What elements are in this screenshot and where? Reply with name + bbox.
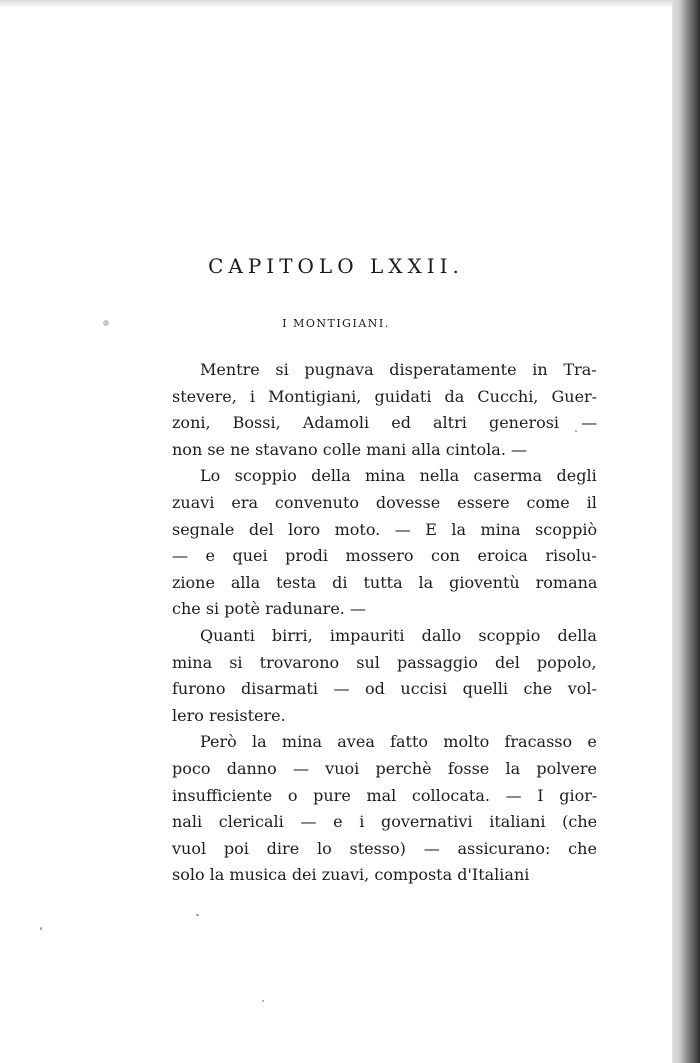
page-edge xyxy=(672,0,700,1063)
text-line: non se ne stavano colle mani alla cintola. — xyxy=(172,439,528,459)
paper-speck xyxy=(40,927,42,930)
text-line: stevere, i Montigiani, guidati da Cucchi, Guer- xyxy=(172,386,598,406)
text-line: solo la musica dei zuavi, composta d'Italiani xyxy=(172,865,530,885)
page-top-shadow xyxy=(0,0,672,8)
text-line: Mentre si pugnava disperatamente in Tra- xyxy=(200,360,597,379)
chapter-title: CAPITOLO LXXII. xyxy=(208,254,464,278)
text-line: segnale del loro moto. — E la mina scoppiò xyxy=(172,519,598,539)
paper-speck xyxy=(196,914,199,916)
text-line: vuol poi dire lo stesso) — assicurano: che xyxy=(172,838,597,858)
text-line: lero resistere. xyxy=(172,705,286,725)
text-line: mina si trovarono sul passaggio del popolo, xyxy=(172,652,597,672)
paper-speck xyxy=(262,1000,264,1002)
section-title: I MONTIGIANI. xyxy=(282,317,390,330)
text-line: poco danno — vuoi perchè fosse la polvere xyxy=(172,758,597,778)
text-line: zuavi era convenuto dovesse essere come il xyxy=(172,492,597,512)
text-line: nali clericali — e i governativi italiani (che xyxy=(172,812,598,832)
text-line: furono disarmati — od uccisi quelli che vol- xyxy=(172,679,597,699)
body-text xyxy=(172,357,597,889)
text-line: insufficiente o pure mal collocata. — I gior- xyxy=(172,785,598,805)
text-line: zoni, Bossi, Adamoli ed altri generosi — xyxy=(172,413,598,433)
text-line: Lo scoppio della mina nella caserma degli xyxy=(200,466,597,486)
text-line: zione alla testa di tutta la gioventù romana xyxy=(172,572,598,592)
text-line: Però la mina avea fatto molto fracasso e xyxy=(200,732,597,752)
text-line: — e quei prodi mossero con eroica risolu- xyxy=(172,546,597,566)
text-line: Quanti birri, impauriti dallo scoppio della xyxy=(200,625,597,645)
text-line: che si potè radunare. — xyxy=(172,599,366,619)
